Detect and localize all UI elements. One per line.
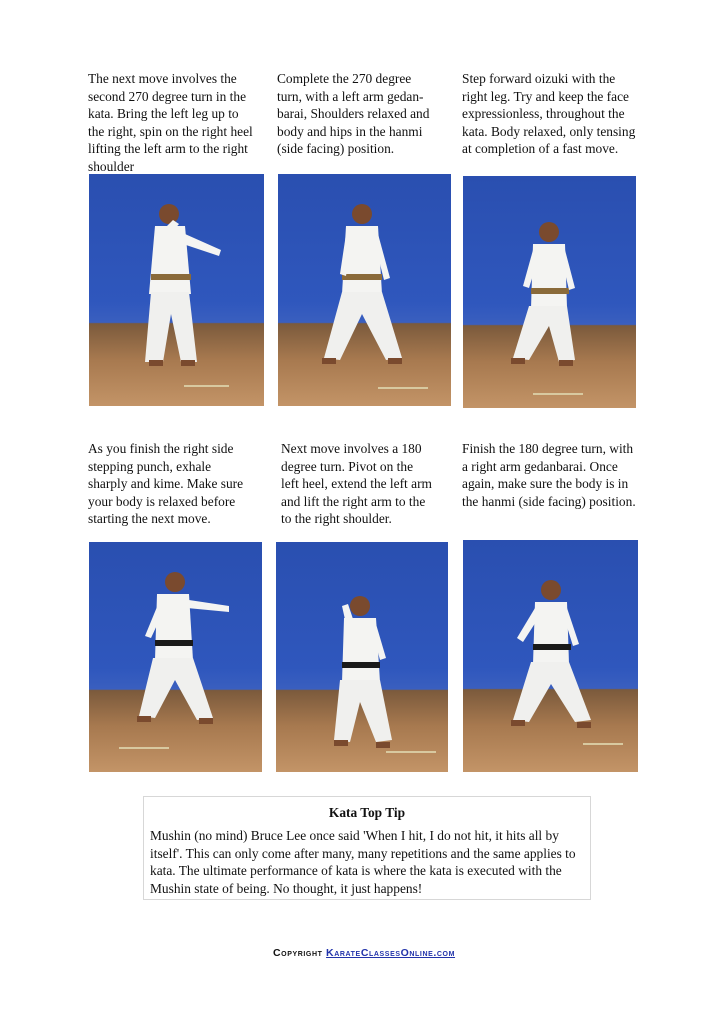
caption-3: Step forward oizuki with the right leg. Try and keep the face expressionless, throughout the kata. Body relaxed, only tensing at completion of a fast move. (462, 71, 636, 157)
caption-6: Finish the 180 degree turn, with a right arm gedanbarai. Once again, make sure the body is in the hanmi (side facing) position. (462, 441, 636, 509)
copyright-footer (0, 947, 728, 959)
photo-move-3 (463, 176, 636, 408)
caption-4: As you finish the right side stepping punch, exhale sharply and kime. Make sure your body is relaxed before starting the next move. (88, 441, 244, 527)
caption-5: Next move involves a 180 degree turn. Pivot on the left heel, extend the left arm and lift the right arm to the to the right shoulder. (281, 441, 432, 527)
copyright-label: Copyright (272, 947, 323, 959)
caption-1: The next move involves the second 270 degree turn in the kata. Bring the left leg up to the right, spin on the right heel lifting the left arm to the right shoulder (88, 71, 253, 174)
photo-move-6 (463, 540, 638, 772)
caption-2: Complete the 270 degree turn, with a left arm gedan- barai, Shoulders relaxed and body and hips in the hanmi (side facing) position. (277, 71, 430, 157)
photo-move-1 (89, 174, 264, 406)
tip-body: Mushin (no mind) Bruce Lee once said 'When I hit, I do not hit, it hits all by itself'. This can only come after many, many repetitions and the same applies to kata. The ultimate performance of kata is where the kata is executed with the Mushin state of being. No thought, it just happens! (150, 828, 576, 896)
kata-tip-box (143, 796, 591, 900)
photo-move-5 (276, 542, 448, 772)
photo-move-2 (278, 174, 451, 406)
site-link[interactable]: KarateClassesOnline.com (326, 947, 456, 959)
photo-move-4 (89, 542, 262, 772)
tip-title: Kata Top Tip (328, 805, 406, 820)
